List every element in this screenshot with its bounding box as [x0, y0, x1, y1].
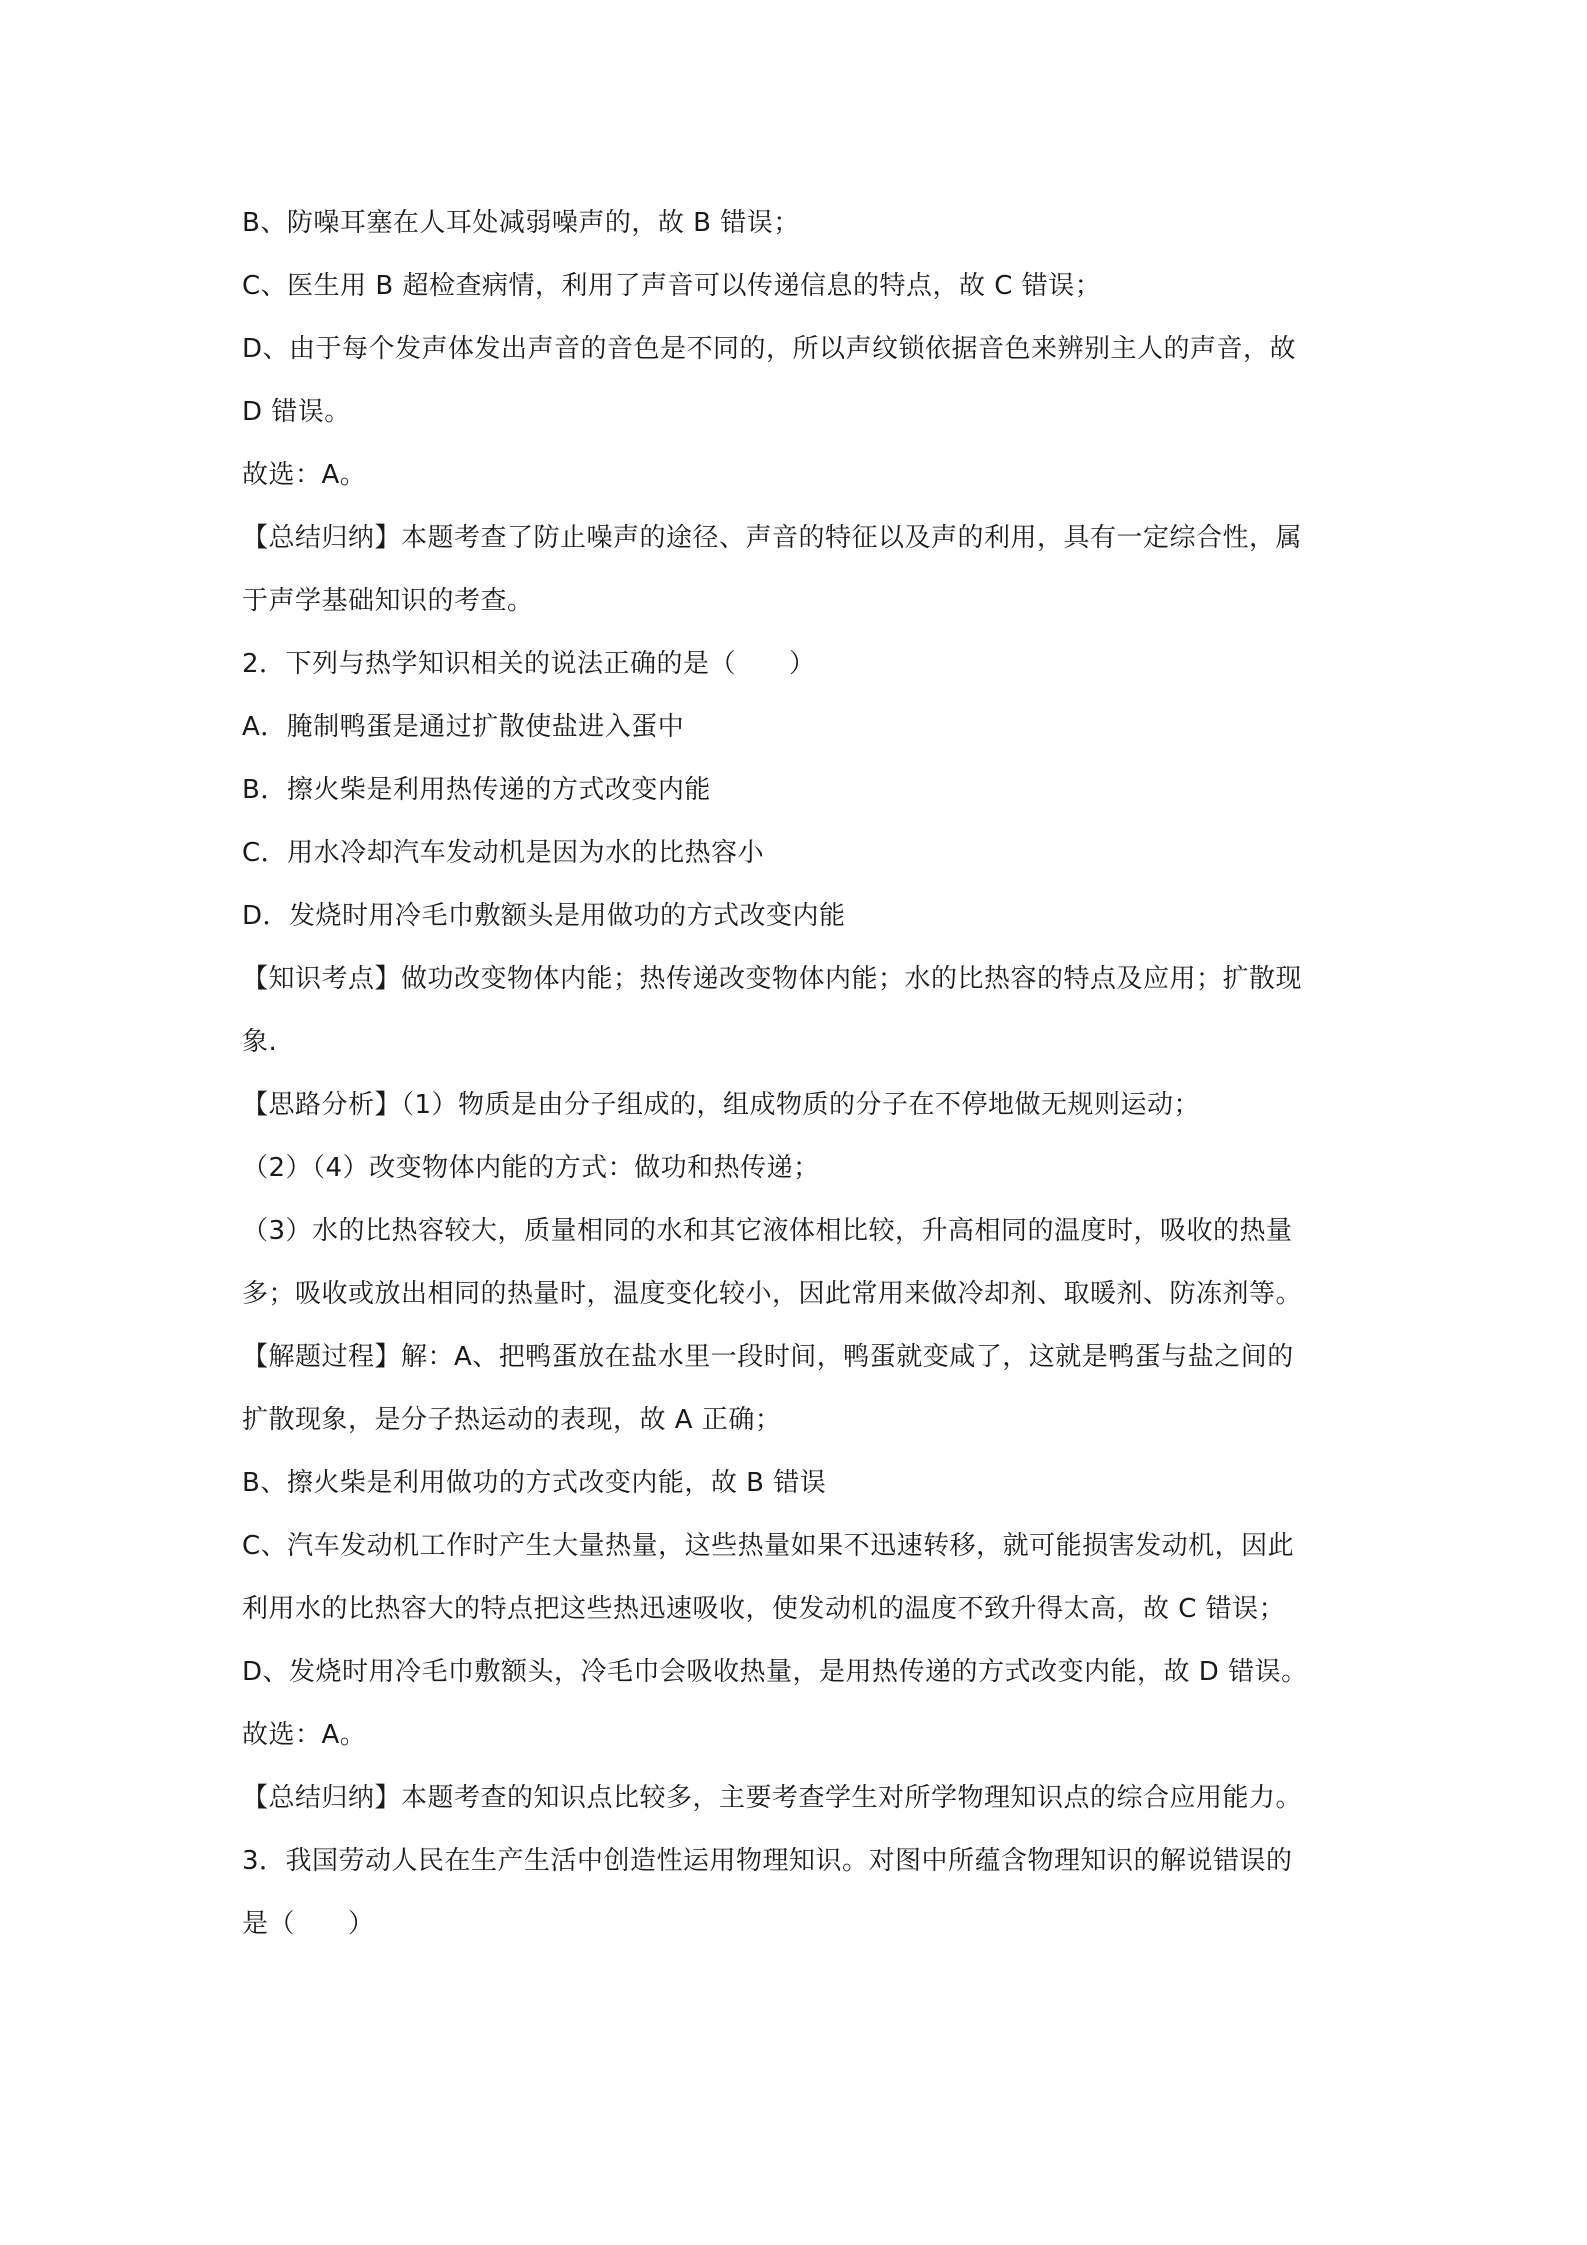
text-line: C、医生用 B 超检查病情，利用了声音可以传递信息的特点，故 C 错误；: [242, 271, 1102, 301]
text-line: C．用水冷却汽车发动机是因为水的比热容小: [242, 838, 765, 868]
text-line: 于声学基础知识的考查。: [242, 586, 534, 616]
text-line: 2．下列与热学知识相关的说法正确的是（ ）: [242, 649, 816, 679]
text-line: 多；吸收或放出相同的热量时，温度变化较小，因此常用来做冷却剂、取暖剂、防冻剂等。: [242, 1279, 1303, 1309]
text-line: D 错误。: [242, 397, 351, 427]
text-line: （3）水的比热容较大，质量相同的水和其它液体相比较，升高相同的温度时，吸收的热量: [242, 1216, 1293, 1246]
text-line: D．发烧时用冷毛巾敷额头是用做功的方式改变内能: [242, 901, 846, 931]
text-line: D、发烧时用冷毛巾敷额头，冷毛巾会吸收热量，是用热传递的方式改变内能，故 D 错误。: [242, 1657, 1308, 1687]
text-line: 故选：A。: [242, 1720, 367, 1750]
text-line: 【知识考点】做功改变物体内能；热传递改变物体内能；水的比热容的特点及应用；扩散现: [242, 964, 1303, 994]
text-line: B、防噪耳塞在人耳处减弱噪声的，故 B 错误；: [242, 208, 800, 238]
text-line: 故选：A。: [242, 460, 367, 490]
text-line: 【总结归纳】本题考查了防止噪声的途径、声音的特征以及声的利用，具有一定综合性，属: [242, 523, 1303, 553]
text-line: 3．我国劳动人民在生产生活中创造性运用物理知识。对图中所蕴含物理知识的解说错误的: [242, 1846, 1293, 1876]
text-line: 【思路分析】（1）物质是由分子组成的，组成物质的分子在不停地做无规则运动；: [242, 1090, 1201, 1120]
text-line: 【解题过程】解：A、把鸭蛋放在盐水里一段时间，鸭蛋就变咸了，这就是鸭蛋与盐之间的: [242, 1342, 1294, 1372]
text-line: C、汽车发动机工作时产生大量热量，这些热量如果不迅速转移，就可能损害发动机，因此: [242, 1531, 1295, 1561]
text-line: B．擦火柴是利用热传递的方式改变内能: [242, 775, 711, 805]
text-line: 【总结归纳】本题考查的知识点比较多，主要考查学生对所学物理知识点的综合应用能力。: [242, 1783, 1303, 1813]
text-line: B、擦火柴是利用做功的方式改变内能，故 B 错误: [242, 1468, 827, 1498]
text-line: 象.: [242, 1027, 278, 1057]
text-line: A．腌制鸭蛋是通过扩散使盐进入蛋中: [242, 712, 685, 742]
text-line: 是（ ）: [242, 1909, 375, 1939]
text-line: 利用水的比热容大的特点把这些热迅速吸收，使发动机的温度不致升得太高，故 C 错误；: [242, 1594, 1286, 1624]
text-line: 扩散现象，是分子热运动的表现，故 A 正确；: [242, 1405, 782, 1435]
text-line: （2）（4）改变物体内能的方式：做功和热传递；: [242, 1153, 820, 1183]
text-line: D、由于每个发声体发出声音的音色是不同的，所以声纹锁依据音色来辨别主人的声音，故: [242, 334, 1297, 364]
